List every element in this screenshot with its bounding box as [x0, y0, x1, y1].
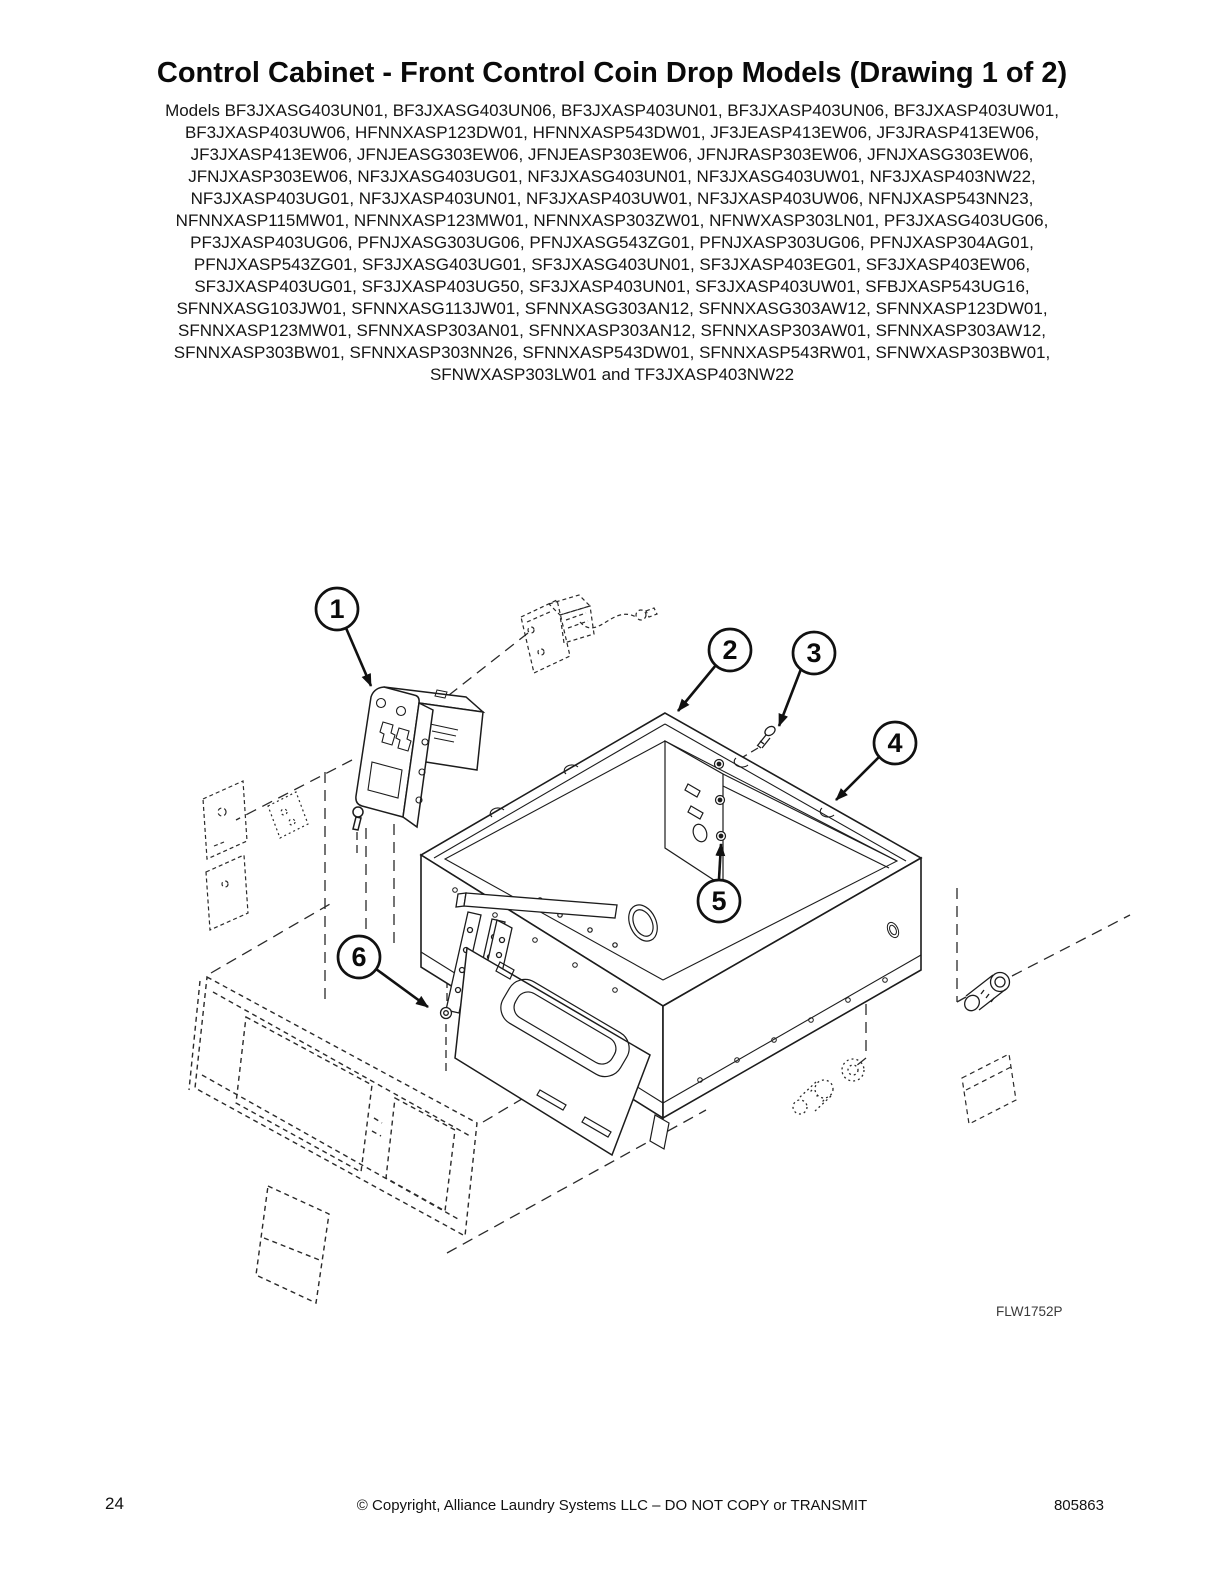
front-panel-dashed: [189, 977, 477, 1303]
panel-lower-piece: [256, 1186, 329, 1303]
callout-6-arrow: [376, 969, 428, 1007]
footer-copyright: © Copyright, Alliance Laundry Systems LLC – DO NOT COPY or TRANSMIT: [356, 1497, 868, 1514]
figure-code-label: FLW1752P: [996, 1304, 1063, 1319]
rear-bracket-dashed: [962, 1054, 1016, 1124]
terminal-block-dashed: [521, 595, 657, 673]
part1-bracket-assembly: [353, 687, 483, 830]
page-title: Control Cabinet - Front Control Coin Drop Models (Drawing 1 of 2): [156, 57, 1068, 89]
svg-text:2: 2: [722, 635, 738, 665]
model-line: SFNWXASP303LW01 and TF3JXASP403NW22: [429, 365, 795, 384]
connector-dotted: [268, 792, 308, 838]
svg-text:5: 5: [711, 886, 727, 916]
screw-washer-dotted: [793, 1059, 864, 1114]
callout-3: [793, 632, 835, 674]
svg-text:6: 6: [351, 942, 367, 972]
foot-tab: [650, 1115, 669, 1149]
callout-2: [709, 629, 751, 671]
svg-text:3: 3: [806, 638, 822, 668]
callout-2-arrow: [678, 665, 716, 711]
model-list: [92, 100, 1132, 386]
callout-1: [316, 588, 358, 630]
part6-nut: [441, 1008, 452, 1019]
callout-4-arrow: [836, 757, 879, 800]
bracket-screw: [353, 807, 363, 830]
model-line: SF3JXASP403UG01, SF3JXASP403UG50, SF3JXASP403UN01, SF3JXASP403UW01, SFBJXASP543UG16,: [194, 277, 1030, 296]
callout-4: [874, 722, 916, 764]
model-line: SFNNXASP303BW01, SFNNXASP303NN26, SFNNXASP543DW01, SFNNXASP543RW01, SFNWXASP303BW01,: [173, 343, 1051, 362]
model-line: PF3JXASP403UG06, PFNJXASG303UG06, PFNJXASG543ZG01, PFNJXASP303UG06, PFNJXASP304AG01,: [190, 233, 1034, 252]
model-line: NFNNXASP115MW01, NFNNXASP123MW01, NFNNXASP303ZW01, NFNWXASP303LN01, PF3JXASG403UG06,: [175, 211, 1049, 230]
model-line: JFNJXASP303EW06, NF3JXASG403UG01, NF3JXASG403UN01, NF3JXASG403UW01, NF3JXASP403NW22,: [188, 167, 1036, 186]
callout-5: [698, 880, 740, 922]
svg-text:4: 4: [887, 728, 903, 758]
footer-doc-number: 805863: [1053, 1497, 1104, 1514]
wire-dashed: [580, 614, 636, 628]
panel-cutout: [386, 1098, 455, 1211]
model-line: BF3JXASP403UW06, HFNNXASP123DW01, HFNNXASP543DW01, JF3JEASP413EW06, JF3JRASP413EW06,: [184, 123, 1040, 142]
model-line: NF3JXASP403UG01, NF3JXASP403UN01, NF3JXASP403UW01, NF3JXASP403UW06, NFNJXASP543NN23,: [190, 189, 1034, 208]
mount-bolt: [962, 973, 1010, 1014]
model-line: PFNJXASP543ZG01, SF3JXASG403UG01, SF3JXASG403UN01, SF3JXASP403EG01, SF3JXASP403EW06,: [193, 255, 1031, 274]
side-panels-dashed: [203, 781, 308, 930]
model-line: SFNNXASG103JW01, SFNNXASG113JW01, SFNNXASG303AN12, SFNNXASG303AW12, SFNNXASP123DW01,: [176, 299, 1048, 318]
model-line: Models BF3JXASG403UN01, BF3JXASG403UN06, BF3JXASP403UN01, BF3JXASP403UN06, BF3JXASP403UW01,: [165, 101, 1059, 120]
svg-text:1: 1: [329, 594, 345, 624]
part3-screw: [757, 725, 777, 748]
footer-page-number: 24: [105, 1494, 124, 1513]
panel-cutout: [236, 1017, 372, 1172]
callout-3-arrow: [779, 669, 801, 726]
callout-1-arrow: [346, 628, 371, 686]
model-line: SFNNXASP123MW01, SFNNXASP303AN01, SFNNXASP303AN12, SFNNXASP303AW01, SFNNXASP303AW12,: [178, 321, 1046, 340]
model-line: JF3JXASP413EW06, JFNJEASG303EW06, JFNJEASP303EW06, JFNJRASP303EW06, JFNJXASG303EW06,: [190, 145, 1034, 164]
callout-6: [338, 936, 380, 978]
